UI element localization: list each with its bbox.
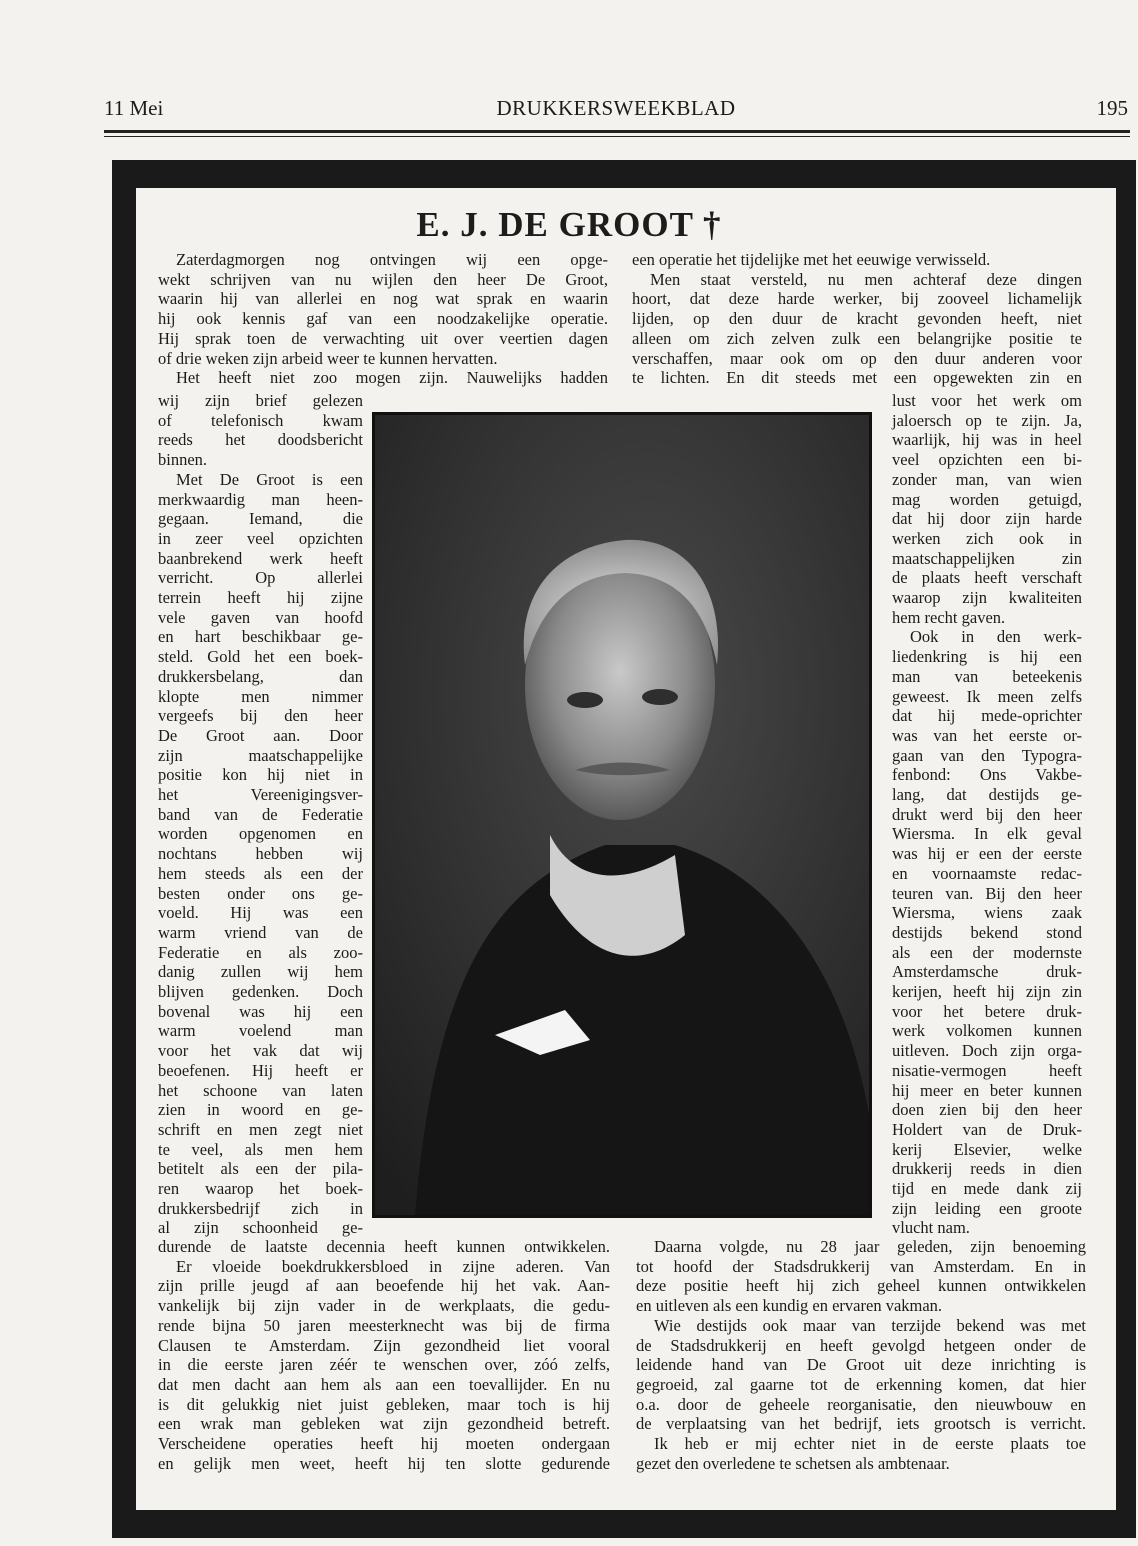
article-line: besten onder ons ge- [158,883,363,903]
article-line: tot hoofd der Stadsdrukkerij van Amsterdam. En in [636,1256,1086,1276]
article-line: Hij sprak toen de verwachting uit over veertien dagen [158,328,608,348]
article-line: merkwaardig man heen- [158,489,363,509]
article-line: drukkerij reeds in dien [892,1159,1082,1179]
article-line: hij meer en beter kunnen [892,1080,1082,1100]
running-header [104,96,1128,126]
article-line: al zijn schoonheid ge- [158,1218,363,1238]
page-number: 195 [1096,96,1128,120]
article-title: E. J. DE GROOT † [416,205,722,244]
article-line: positie kon hij niet in [158,765,363,785]
article-line: dat men dacht aan hem als aan een toevallijder. En nu [158,1374,610,1394]
article-line: warm vriend van de [158,922,363,942]
article-line: een operatie het tijdelijke met het eeuwige verwisseld. [632,250,991,269]
publication-title: DRUKKERSWEEKBLAD [496,96,736,120]
article-line: als een der modernste [892,942,1082,962]
article-line: hij ook kennis gaf van een noodzakelijke operatie. [158,309,608,329]
article-line: te lichten. En dit steeds met een opgewekten zin en [632,368,1082,388]
portrait-photo [372,412,872,1218]
article-line: kerijen, heeft hij zijn zin [892,982,1082,1001]
article-line: of telefonisch kwam [158,410,363,430]
article-line: de verplaatsing van het bedrijf, iets grootsch is verricht. [636,1414,1086,1434]
article-line: klopte men nimmer [158,686,363,706]
article-line: Het heeft niet zoo mogen zijn. Nauwelijks hadden [176,368,608,388]
article-line: tijd en mede dank zij [892,1179,1082,1198]
article-line: drukt werd bij den heer [892,804,1082,824]
article-line: voor het vak dat wij [158,1041,363,1061]
article-line: veel opzichten een bi- [892,450,1082,470]
article-line: destijds bekend stond [892,922,1082,942]
article-line: uitleven. Doch zijn orga- [892,1041,1082,1061]
article-line: Wiersma, wiens zaak [892,903,1082,923]
article-line: en hart beschikbaar ge- [158,627,363,647]
article-line: Clausen te Amsterdam. Zijn gezondheid liet vooral [158,1335,610,1355]
header-rule-thin [104,136,1130,137]
article-line: hem steeds als een der [158,863,363,883]
article-line: schrift en men zegt niet [158,1119,363,1139]
article-line: het Vereenigingsver- [158,785,363,804]
article-line: voeld. Hij was een [158,903,363,923]
article-line: Ook in den werk- [910,627,1082,647]
article-line: gaan van den Typogra- [892,745,1082,765]
article-line: drukkersbedrijf zich in [158,1198,363,1218]
article-line: De Groot aan. Door [158,725,363,745]
article-line: durende de laatste decennia heeft kunnen ontwikkelen. [158,1237,610,1256]
article-line: nochtans hebben wij [158,844,363,864]
article-line: gegaan. Iemand, die [158,509,363,529]
article-line: Er vloeide boekdrukkersbloed in zijne aderen. Van [176,1256,610,1276]
article-line: Wiersma. In elk geval [892,824,1082,844]
article-line: hem recht gaven. [892,607,1006,627]
article-line: Daarna volgde, nu 28 jaar geleden, zijn benoeming [654,1237,1086,1256]
article-line: Federatie en als zoo- [158,942,363,962]
article-line: betitelt als een der pila- [158,1159,363,1179]
article-line: danig zullen wij hem [158,962,363,982]
article-line: reeds het doodsbericht [158,430,363,450]
article-line: mag worden getuigd, [892,489,1082,509]
article-line: waarlijk, hij was in heel [892,430,1082,450]
article-line: was van het eerste or- [892,725,1082,745]
article-line: de plaats heeft verschaft [892,568,1082,588]
article-line: Amsterdamsche druk- [892,962,1082,982]
article-line: in zeer veel opzichten [158,528,363,548]
article-line: nisatie-vermogen heeft [892,1060,1082,1080]
article-line: teuren van. Bij den heer [892,883,1082,903]
article-line: zijn leiding een groote [892,1198,1082,1218]
article-line: lijden, op den duur de kracht gevonden heeft, niet [632,309,1082,329]
article-line: vergeefs bij den heer [158,706,363,726]
article-line: Holdert van de Druk- [892,1119,1082,1139]
article-line: Wie destijds ook maar van terzijde bekend was met [654,1315,1086,1335]
article-line: voor het betere druk- [892,1001,1082,1021]
article-line: Ik heb er mij echter niet in de eerste plaats toe [654,1434,1086,1453]
article-line: ren waarop het boek- [158,1179,363,1198]
article-line: alleen om zich zelven zulk een belangrijke positie te [632,328,1082,348]
article-line: werken zich ook in [892,528,1082,548]
article-line: dat hij door zijn harde [892,509,1082,529]
article-line: lust voor het werk om [892,391,1082,410]
article-line: leidende hand van De Groot uit deze inrichting is [636,1355,1086,1375]
article-line: binnen. [158,450,208,470]
article-line: geweest. Ik meen zelfs [892,686,1082,706]
article-line: lang, dat destijds ge- [892,785,1082,804]
article-line: baanbrekend werk heeft [158,548,363,568]
article-line: bovenal was hij een [158,1001,363,1021]
article-line: wekt schrijven van nu wijlen den heer De Groot, [158,269,608,289]
article-line: waarin hij van allerlei en nog wat sprak en waarin [158,289,608,309]
article-line: het schoone van laten [158,1080,363,1100]
article-line: zien in woord en ge- [158,1100,363,1120]
article-line: worden opgenomen en [158,824,363,844]
article-line: zijn maatschappelijke [158,745,363,765]
article-line: jaloersch op te zijn. Ja, [892,410,1082,430]
article-line: wij zijn brief gelezen [158,391,363,410]
article-line: werk volkomen kunnen [892,1021,1082,1041]
article-line: kerij Elsevier, welke [892,1139,1082,1159]
article-line: drukkersbelang, dan [158,666,363,686]
article-line: en gelijk men weet, heeft hij ten slotte gedurende [158,1453,610,1473]
article-line: waarop zijn kwaliteiten [892,588,1082,607]
article-line: was hij er een der eerste [892,844,1082,864]
article-line: Verscheidene operaties heeft hij moeten ondergaan [158,1434,610,1453]
article-line: zijn prille jeugd af aan beoefende hij het vak. Aan- [158,1276,610,1296]
article-line: verricht. Op allerlei [158,568,363,588]
article-line: band van de Federatie [158,804,363,824]
article-line: liedenkring is hij een [892,647,1082,667]
article-line: o.a. door de geheele reorganisatie, den nieuwbouw en [636,1394,1086,1414]
article-line: Men staat versteld, nu men achteraf deze dingen [650,269,1082,289]
article-line: gezet den overledene te schetsen als ambtenaar. [636,1453,950,1473]
article-line: fenbond: Ons Vakbe- [892,765,1082,785]
article-line: te veel, als men hem [158,1139,363,1159]
article-line: hoort, dat deze harde werker, bij zooveel lichamelijk [632,289,1082,309]
issue-date: 11 Mei [104,96,164,120]
article-line: vele gaven van hoofd [158,607,363,627]
article-line: de Stadsdrukkerij en heeft gevolgd hetgeen onder de [636,1335,1086,1355]
article-line: dat hij mede-oprichter [892,706,1082,726]
article-line: rende bijna 50 jaren meesterknecht was bij de firma [158,1315,610,1335]
article-line: steld. Gold het een boek- [158,647,363,667]
article-line: doen zien bij den heer [892,1100,1082,1120]
article-line: en voornaamste redac- [892,863,1082,883]
article-line: Zaterdagmorgen nog ontvingen wij een opge- [176,250,608,269]
article-line: gegroeid, zal gaarne tot de erkenning komen, dat hier [636,1374,1086,1394]
article-line: vlucht nam. [892,1218,970,1238]
article-line: terrein heeft hij zijne [158,588,363,607]
article-line: een wrak man gebleken wat zijn gezondheid betreft. [158,1414,610,1434]
article-line: verschaffen, maar ook om op den duur anderen voor [632,348,1082,368]
article-line: deze positie heeft hij zich geheel kunnen ontwikkelen [636,1276,1086,1296]
article-line: beoefenen. Hij heeft er [158,1060,363,1080]
article-line: blijven gedenken. Doch [158,982,363,1001]
article-line: maatschappelijken zin [892,548,1082,568]
header-rule-thick [104,130,1130,133]
article-line: vankelijk bij zijn vader in de werkplaats, die gedu- [158,1296,610,1316]
article-line: man van beteekenis [892,666,1082,686]
article-line: zonder man, van wien [892,469,1082,489]
article-line: en uitleven als een kundig en ervaren vakman. [636,1296,943,1316]
article-line: in die eerste jaren zéér te wenschen over, zóó zelfs, [158,1355,610,1375]
article-line: is dit gelukkig niet juist gebleken, maar toch is hij [158,1394,610,1414]
article-line: warm voelend man [158,1021,363,1041]
article-line: of drie weken zijn arbeid weer te kunnen hervatten. [158,348,498,368]
article-line: Met De Groot is een [176,469,363,489]
